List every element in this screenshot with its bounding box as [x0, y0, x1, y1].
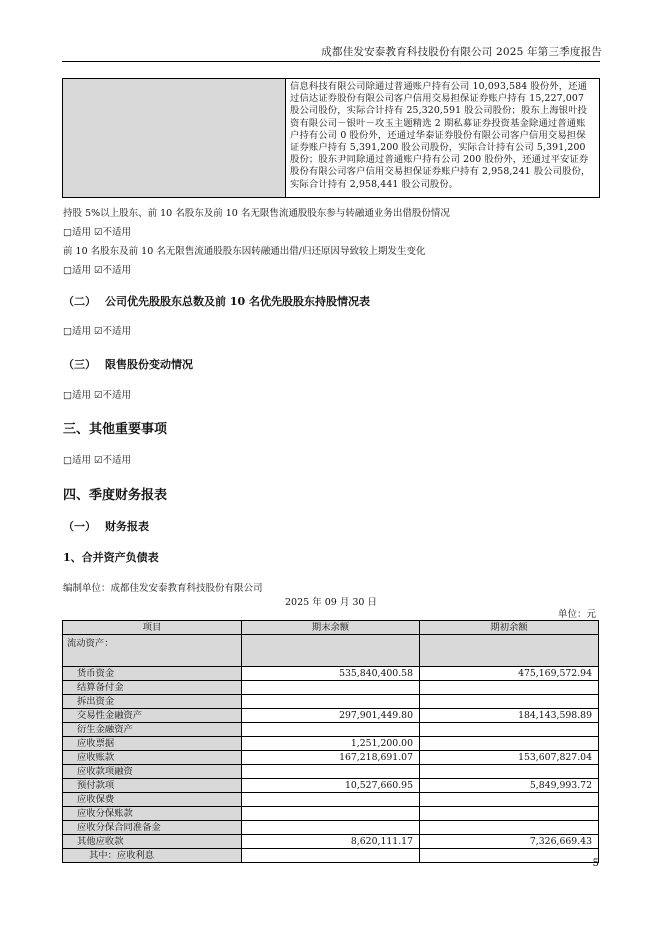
- table-row: [63, 695, 599, 709]
- section-label: 流动资产：: [63, 635, 242, 667]
- table-header-row: [63, 621, 599, 635]
- row-label: 拆出资金: [63, 695, 242, 709]
- empty-cell: [420, 635, 599, 667]
- heading-number: （二）: [63, 295, 96, 308]
- heading-title: 财务报表: [105, 520, 149, 533]
- period-end-value: [242, 793, 420, 807]
- row-label: 应收款项融资: [63, 765, 242, 779]
- heading-number: （三）: [63, 358, 96, 371]
- change-choice: □适用 ☑不适用: [63, 265, 132, 276]
- period-start-value: [420, 681, 599, 695]
- period-end-value: [242, 821, 420, 835]
- restricted-choice: □适用 ☑不适用: [63, 390, 132, 401]
- period-end-value: 167,218,691.07: [242, 751, 420, 765]
- compiler-line: 编制单位：成都佳发安泰教育科技股份有限公司: [63, 583, 263, 594]
- period-end-value: [242, 723, 420, 737]
- restricted-shares-heading: [63, 356, 193, 372]
- preferred-choice: □适用 ☑不适用: [63, 326, 132, 337]
- balance-sheet-heading: 1、合并资产负债表: [63, 551, 159, 564]
- shareholder-note-box: [62, 78, 600, 198]
- table-row: [63, 681, 599, 695]
- header-rule: [62, 61, 600, 62]
- table-row: [63, 709, 599, 723]
- preferred-shareholders-heading: [63, 293, 370, 309]
- period-end-value: 535,840,400.58: [242, 667, 420, 681]
- period-end-value: [242, 681, 420, 695]
- other-matters-choice: □适用 ☑不适用: [63, 455, 132, 466]
- heading-title: 限售股份变动情况: [105, 358, 193, 371]
- period-start-value: [420, 849, 599, 863]
- period-start-value: [420, 765, 599, 779]
- report-header: 成都佳发安泰教育科技股份有限公司 2025 年第三季度报告: [321, 46, 602, 58]
- period-start-value: [420, 737, 599, 751]
- row-label: 应收分保合同准备金: [63, 821, 242, 835]
- table-row: [63, 751, 599, 765]
- note-label-cell: [63, 79, 286, 197]
- row-label: 应收分保账款: [63, 807, 242, 821]
- period-end-value: 297,901,449.80: [242, 709, 420, 723]
- statements-subheading: [63, 518, 149, 534]
- period-start-value: [420, 723, 599, 737]
- change-note: 前 10 名股东及前 10 名无限售流通股股东因转融通出借/归还原因导致较上期发生变化: [63, 246, 426, 257]
- heading-number: （一）: [63, 520, 96, 533]
- row-label: 其中：应收利息: [63, 849, 242, 863]
- table-row: [63, 737, 599, 751]
- table-row: [63, 667, 599, 681]
- period-start-value: 5,849,993.72: [420, 779, 599, 793]
- period-end-value: 1,251,200.00: [242, 737, 420, 751]
- row-label: 应收账款: [63, 751, 242, 765]
- table-row: [63, 835, 599, 849]
- period-start-value: 184,143,598.89: [420, 709, 599, 723]
- period-end-value: 10,527,660.95: [242, 779, 420, 793]
- shareholder-note-text: 信息科技有限公司除通过普通账户持有公司 10,093,584 股份外，还通过信达证券股份有限公司客户信用交易担保证券账户持有 15,227,007 股公司股份，实际合计持有 25,320,591 股公司股份；股东上海银叶投资有限公司－银叶－攻玉主题精选 2 期私募证券投资基金除通过普通账户持有公司 0 股份外，还通过华泰证券股份有限公司客户信用交易担保证券账户持有 5,391,200 股公司股份，实际合计持有公司 5,391,200 股份；股东尹同除通过普通账户持有公司 200 股份外，还通过平安证券股份有限公司客户信用交易担保证券账户持有 2,958,241 股公司股份，实际合计持有 2,958,441 股公司股份。: [290, 81, 591, 190]
- empty-cell: [242, 635, 420, 667]
- row-label: 结算备付金: [63, 681, 242, 695]
- period-end-value: [242, 849, 420, 863]
- period-start-value: 153,607,827.04: [420, 751, 599, 765]
- period-start-value: [420, 695, 599, 709]
- row-label: 其他应收款: [63, 835, 242, 849]
- report-date: 2025 年 09 月 30 日: [285, 597, 377, 608]
- period-start-value: [420, 821, 599, 835]
- heading-title: 公司优先股股东总数及前 10 名优先股股东持股情况表: [105, 295, 370, 308]
- row-label: 衍生金融资产: [63, 723, 242, 737]
- page-number: 5: [592, 858, 599, 869]
- lending-note: 持股 5%以上股东、前 10 名股东及前 10 名无限售流通股股东参与转融通业务出借股份情况: [63, 208, 450, 219]
- period-end-value: [242, 695, 420, 709]
- period-start-value: [420, 793, 599, 807]
- column-header-period-start: 期初余额: [420, 621, 599, 635]
- other-matters-heading: 三、其他重要事项: [63, 422, 168, 437]
- table-row: [63, 779, 599, 793]
- period-start-value: [420, 807, 599, 821]
- lending-choice: □适用 ☑不适用: [63, 227, 132, 238]
- table-row: [63, 849, 599, 863]
- balance-sheet-table: [62, 620, 599, 863]
- period-end-value: 8,620,111.17: [242, 835, 420, 849]
- table-row: [63, 765, 599, 779]
- table-row: [63, 793, 599, 807]
- row-label: 预付款项: [63, 779, 242, 793]
- row-label: 应收保费: [63, 793, 242, 807]
- period-end-value: [242, 807, 420, 821]
- table-row: [63, 723, 599, 737]
- period-start-value: 475,169,572.94: [420, 667, 599, 681]
- currency-unit: 单位：元: [557, 609, 596, 620]
- column-header-period-end: 期末余额: [242, 621, 420, 635]
- financial-statements-heading: 四、季度财务报表: [63, 488, 168, 503]
- section-row-current-assets: [63, 635, 599, 667]
- row-label: 交易性金融资产: [63, 709, 242, 723]
- period-end-value: [242, 765, 420, 779]
- table-row: [63, 807, 599, 821]
- period-start-value: 7,326,669.43: [420, 835, 599, 849]
- table-row: [63, 821, 599, 835]
- row-label: 应收票据: [63, 737, 242, 751]
- row-label: 货币资金: [63, 667, 242, 681]
- column-header-item: 项目: [63, 621, 242, 635]
